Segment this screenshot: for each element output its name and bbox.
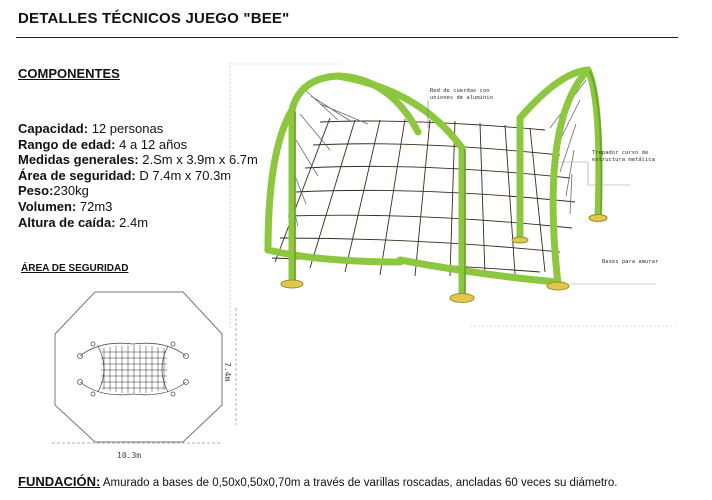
height-dimension-label: 7.4m bbox=[223, 362, 232, 382]
safety-zone-outline bbox=[55, 292, 222, 442]
page-title: DETALLES TÉCNICOS JUEGO "BEE" bbox=[18, 10, 290, 27]
foundation-label: FUNDACIÓN: bbox=[18, 474, 101, 489]
callout-rope-net: Red de cuerdas con uniones de aluminio bbox=[430, 88, 493, 101]
arch-ropes bbox=[290, 80, 586, 226]
rope-net bbox=[272, 118, 575, 276]
spec-fall-height: Altura de caída: 2.4m bbox=[18, 214, 149, 230]
foundation-text: Amurado a bases de 0,50x0,50x0,70m a través de varillas roscadas, ancladas 60 veces su diámetro. bbox=[100, 477, 618, 489]
spec-age-range: Rango de edad: 4 a 12 años bbox=[18, 136, 188, 152]
specs-list bbox=[18, 121, 258, 230]
callout-anchor-bases: Bases para amurar bbox=[602, 259, 659, 265]
plan-net bbox=[101, 345, 167, 393]
title-divider bbox=[16, 37, 678, 38]
callout-curved-climber: Trepador curvo de estructura metálica bbox=[592, 150, 655, 163]
spec-weight: Peso:230kg bbox=[18, 183, 89, 199]
spec-safety-area: Área de seguridad: D 7.4m x 70.3m bbox=[18, 167, 232, 183]
components-heading: COMPONENTES bbox=[18, 66, 120, 81]
metal-structure-shade bbox=[295, 72, 602, 296]
spec-dimensions: Medidas generales: 2.Sm x 3.9m x 6.7m bbox=[18, 152, 258, 168]
spec-volume: Volumen: 72m3 bbox=[18, 198, 113, 214]
anchor-bases bbox=[281, 215, 607, 303]
spec-capacity: Capacidad: 12 personas bbox=[18, 121, 164, 136]
metal-structure bbox=[268, 70, 599, 296]
width-dimension-label: 10.3m bbox=[117, 451, 142, 460]
foundation-note bbox=[18, 474, 617, 489]
safety-area-heading: ÁREA DE SEGURIDAD bbox=[21, 263, 129, 274]
plan-equipment bbox=[78, 342, 189, 396]
